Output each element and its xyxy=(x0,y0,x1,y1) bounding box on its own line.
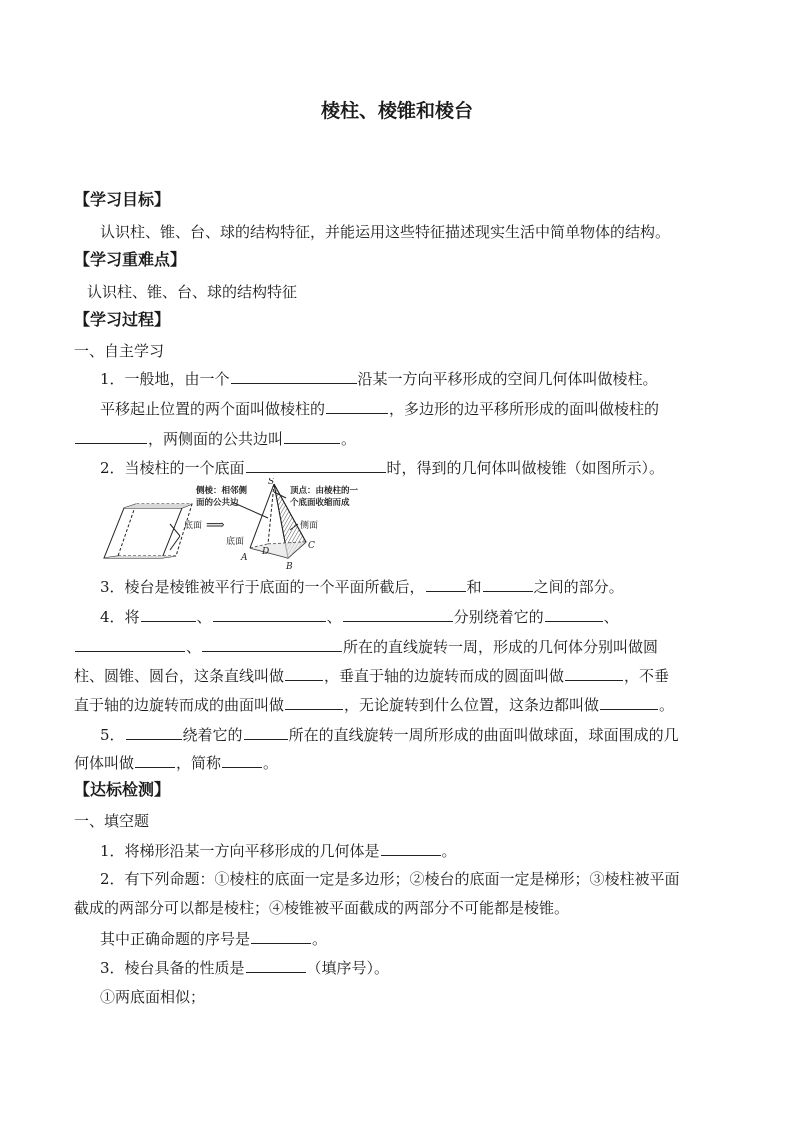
answer-blank[interactable] xyxy=(600,694,658,710)
text: 。 xyxy=(341,430,357,448)
text: 和 xyxy=(466,578,482,596)
text: 4．将 xyxy=(100,608,140,626)
answer-blank[interactable] xyxy=(483,576,533,592)
label-side-face: 侧面 xyxy=(300,521,319,531)
text: 3．棱台具备的性质是 xyxy=(100,959,245,977)
answer-blank[interactable] xyxy=(213,606,326,622)
q4-line4 xyxy=(74,694,674,715)
text: ，无论旋转到什么位置，这条边都叫做 xyxy=(344,696,600,714)
page-title: 棱柱、棱锥和棱台 xyxy=(320,100,473,122)
answer-blank[interactable] xyxy=(231,368,357,384)
text: ，两侧面的公共边叫 xyxy=(148,430,284,448)
answer-blank[interactable] xyxy=(326,398,388,414)
label-lateral-edge-2: 面的公共边 xyxy=(196,498,239,508)
text: 其中正确命题的序号是 xyxy=(100,930,251,948)
text: 1．一般地，由一个 xyxy=(100,370,230,388)
text: ，多边形的边平移所形成的面叫做棱柱的 xyxy=(389,400,660,418)
answer-blank[interactable] xyxy=(565,665,623,681)
answer-blank[interactable] xyxy=(285,665,323,681)
t2-line3 xyxy=(100,928,327,949)
self-study-heading: 一、自主学习 xyxy=(74,342,165,360)
text: 3．棱台是棱锥被平行于底面的一个平面所截后， xyxy=(100,578,425,596)
q5-line1 xyxy=(100,724,679,745)
answer-blank[interactable] xyxy=(545,606,603,622)
q2-line1 xyxy=(100,457,664,478)
text: 直于轴的边旋转而成的曲面叫做 xyxy=(74,696,285,714)
answer-blank[interactable] xyxy=(246,957,306,973)
answer-blank[interactable] xyxy=(202,636,342,652)
text: 绕着它的 xyxy=(182,726,243,744)
q4-line2 xyxy=(74,636,658,657)
text: 。 xyxy=(441,842,457,860)
answer-blank[interactable] xyxy=(126,724,182,740)
t1-line1 xyxy=(100,840,457,861)
prism-pyramid-figure xyxy=(100,478,400,570)
label-apex-2: 个底面收缩而成 xyxy=(290,498,350,508)
text: 之间的部分。 xyxy=(533,578,624,596)
text: ，简称 xyxy=(176,754,222,772)
key-text: 认识柱、锥、台、球的结构特征 xyxy=(87,283,298,301)
answer-blank[interactable] xyxy=(284,428,340,444)
text: 。 xyxy=(263,754,279,772)
answer-blank[interactable] xyxy=(426,576,466,592)
text: ，不垂 xyxy=(624,667,670,685)
t3-line2: ①两底面相似； xyxy=(100,988,206,1006)
text: 1．将梯形沿某一方向平移形成的几何体是 xyxy=(100,842,380,860)
answer-blank[interactable] xyxy=(75,636,185,652)
text: 分别绕着它的 xyxy=(453,608,544,626)
q4-line1 xyxy=(100,606,619,627)
text: 何体叫做 xyxy=(74,754,135,772)
section-key-heading: 【学习重难点】 xyxy=(74,250,187,269)
label-vertex-b: B xyxy=(286,562,293,570)
q1-line3 xyxy=(74,428,356,449)
answer-blank[interactable] xyxy=(381,840,441,856)
section-goal-heading: 【学习目标】 xyxy=(74,190,171,209)
prism-front-face xyxy=(104,508,182,558)
q1-line1 xyxy=(100,368,658,389)
arrow-icon: ⟹ xyxy=(206,518,225,533)
text: ，垂直于轴的边旋转而成的圆面叫做 xyxy=(324,667,565,685)
label-apex-1: 顶点：由棱柱的一 xyxy=(290,486,359,496)
text: 5． xyxy=(100,726,125,744)
t2-line1: 2．有下列命题：①棱柱的底面一定是多边形；②棱台的底面一定是梯形；③棱柱被平面 xyxy=(100,870,680,888)
label-base: 底面 xyxy=(184,521,203,531)
answer-blank[interactable] xyxy=(343,606,453,622)
section-check-heading: 【达标检测】 xyxy=(74,780,171,799)
text: 所在的直线旋转一周，形成的几何体分别叫做圆 xyxy=(343,638,659,656)
t2-line2: 截成的两部分可以都是棱柱；④棱锥被平面截成的两部分不可能都是棱锥。 xyxy=(74,899,570,917)
text: 。 xyxy=(659,696,675,714)
text: 沿某一方向平移形成的空间几何体叫做棱柱。 xyxy=(357,370,658,388)
text: 。 xyxy=(312,930,328,948)
fill-heading: 一、填空题 xyxy=(74,812,150,830)
q1-line2 xyxy=(100,398,659,419)
text: 、 xyxy=(186,638,202,656)
text: 、 xyxy=(326,608,342,626)
text: 柱、圆锥、圆台，这条直线叫做 xyxy=(74,667,285,685)
text: （填序号）。 xyxy=(306,959,390,977)
answer-blank[interactable] xyxy=(251,928,311,944)
label-vertex-s: S xyxy=(268,478,275,487)
section-process-heading: 【学习过程】 xyxy=(74,310,171,329)
answer-blank[interactable] xyxy=(141,606,196,622)
text: 、 xyxy=(603,608,619,626)
text: 2．当棱柱的一个底面 xyxy=(100,459,245,477)
label-vertex-d: D xyxy=(262,547,270,557)
label-vertex-c: C xyxy=(308,541,315,551)
label-base-2: 底面 xyxy=(226,537,245,547)
q4-line3 xyxy=(74,665,669,686)
q3-line1 xyxy=(100,576,624,597)
answer-blank[interactable] xyxy=(285,694,343,710)
label-lateral-edge-1: 侧棱：相邻侧 xyxy=(196,486,248,496)
text: 所在的直线旋转一周所形成的曲面叫做球面，球面围成的几 xyxy=(288,726,679,744)
text: 平移起止位置的两个面叫做棱柱的 xyxy=(100,400,326,418)
answer-blank[interactable] xyxy=(244,724,288,740)
answer-blank[interactable] xyxy=(222,752,262,768)
t3-line1 xyxy=(100,957,389,978)
text: 时，得到的几何体叫做棱锥（如图所示）。 xyxy=(386,459,665,477)
goal-text: 认识柱、锥、台、球的结构特征，并能运用这些特征描述现实生活中简单物体的结构。 xyxy=(100,223,671,241)
answer-blank[interactable] xyxy=(75,428,147,444)
text: 、 xyxy=(196,608,212,626)
label-vertex-a: A xyxy=(241,553,248,563)
q5-line2 xyxy=(74,752,278,773)
answer-blank[interactable] xyxy=(135,752,175,768)
answer-blank[interactable] xyxy=(246,457,386,473)
